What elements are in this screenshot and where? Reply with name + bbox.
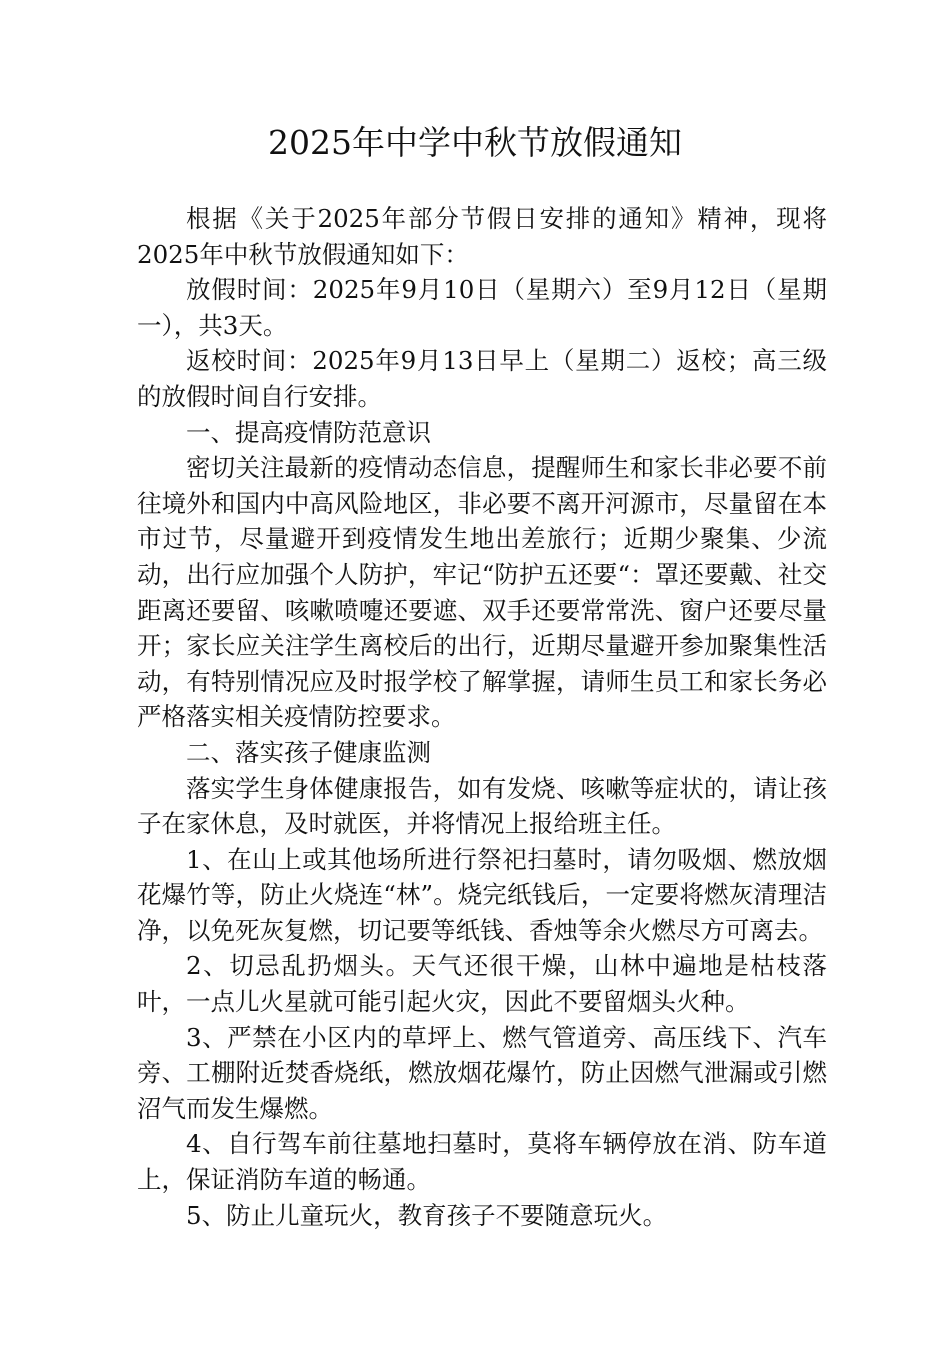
paragraph-epidemic: 密切关注最新的疫情动态信息，提醒师生和家长非必要不前往境外和国内中高风险地区，非必要不离开河源市，尽量留在本市过节，尽量避开到疫情发生地出差旅行；近期少聚集、少流动，出行应加强个人防护，牢记“防护五还要“：罩还要戴、社交距离还要留、咳嗽喷嚏还要遮、双手还要常常洗、窗户还要尽量开；家长应关注学生离校后的出行，近期尽量避开参加聚集性活动，有特别情况应及时报学校了解掌握，请师生员工和家长务必严格落实相关疫情防控要求。 xyxy=(137,453,827,732)
list-item-5: 5、防止儿童玩火，教育孩子不要随意玩火。 xyxy=(186,1200,668,1230)
list-item-2: 2、切忌乱扔烟头。天气还很干燥，山林中遍地是枯枝落叶，一点儿火星就可能引起火灾，因此不要留烟头火种。 xyxy=(137,951,827,1017)
list-item-3: 3、严禁在小区内的草坪上、燃气管道旁、高压线下、汽车旁、工棚附近焚香烧纸，燃放烟花爆竹，防止因燃气泄漏或引燃沼气而发生爆燃。 xyxy=(137,1022,827,1123)
list-item-1: 1、在山上或其他场所进行祭祀扫墓时，请勿吸烟、燃放烟花爆竹等，防止火烧连“林”。烧完纸钱后，一定要将燃灰清理洁净，以免死灰复燃，切记要等纸钱、香烛等余火燃尽方可离去。 xyxy=(137,844,827,945)
section-heading-health: 二、落实孩子健康监测 xyxy=(186,737,431,767)
paragraph-health: 落实学生身体健康报告，如有发烧、咳嗽等症状的，请让孩子在家休息，及时就医，并将情况上报给班主任。 xyxy=(137,773,827,839)
section-heading-epidemic: 一、提高疫情防范意识 xyxy=(186,417,431,447)
paragraph-holiday-time: 放假时间：2025年9月10日（星期六）至9月12日（星期一），共3天。 xyxy=(137,275,827,340)
paragraph-intro: 根据《关于2025年部分节假日安排的通知》精神，现将2025年中秋节放假通知如下： xyxy=(137,204,827,269)
list-item-4: 4、自行驾车前往墓地扫墓时，莫将车辆停放在消、防车道上，保证消防车道的畅通。 xyxy=(137,1129,827,1195)
paragraph-return-time: 返校时间：2025年9月13日早上（星期二）返校；高三级的放假时间自行安排。 xyxy=(137,346,827,411)
document-body xyxy=(137,201,827,1233)
document-title: 2025年中学中秋节放假通知 xyxy=(268,123,682,162)
